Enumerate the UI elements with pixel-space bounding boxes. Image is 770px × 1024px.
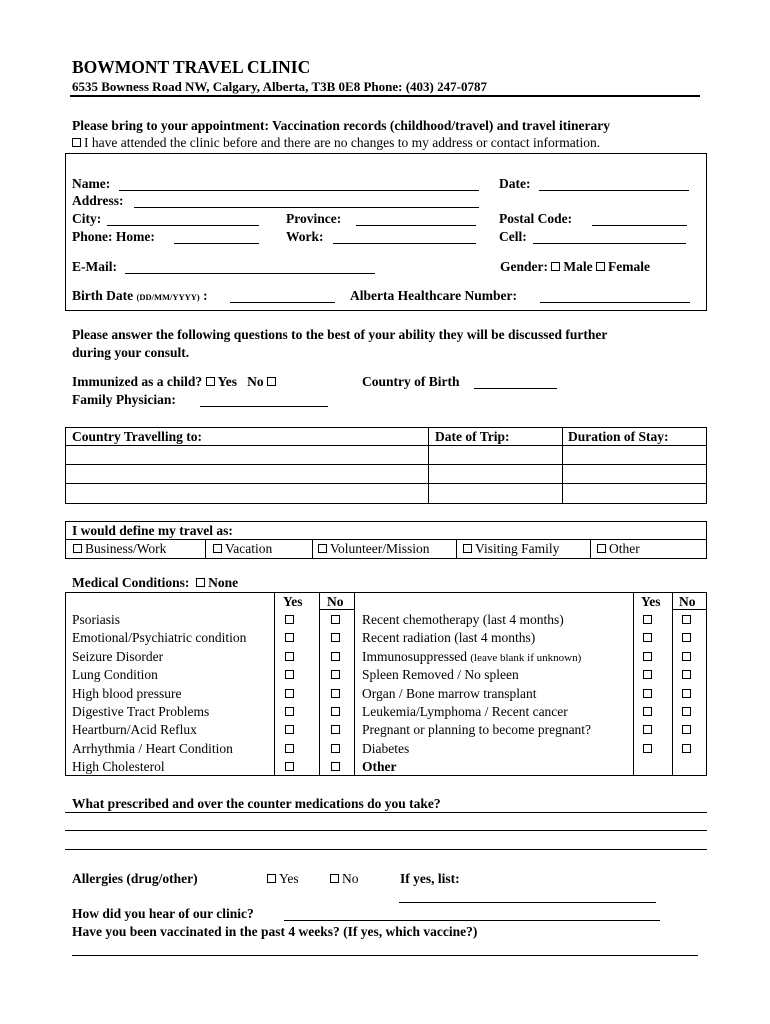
emotional-no-checkbox[interactable] xyxy=(331,633,340,642)
male-checkbox[interactable] xyxy=(551,262,560,271)
travel-row-1-country[interactable] xyxy=(65,445,429,465)
medical-heading-row xyxy=(72,575,238,591)
condition-pregnant: Pregnant or planning to become pregnant? xyxy=(362,722,592,737)
phone-home-field[interactable] xyxy=(174,243,259,244)
email-label: E-Mail: xyxy=(72,259,117,274)
attended-checkbox[interactable] xyxy=(72,138,81,147)
condition-radiation: Recent radiation (last 4 months) xyxy=(362,630,536,645)
questions-intro-2: during your consult. xyxy=(72,345,190,360)
medical-col-sep-3 xyxy=(354,592,355,776)
province-field[interactable] xyxy=(356,225,476,226)
leukemia-no-checkbox[interactable] xyxy=(682,707,691,716)
business-label: Business/Work xyxy=(85,541,167,556)
allergies-no-label: No xyxy=(342,871,359,886)
immunized-yes-label: Yes xyxy=(217,374,238,389)
date-of-trip-label: Date of Trip: xyxy=(435,429,510,444)
condition-psoriasis: Psoriasis xyxy=(72,612,121,627)
immunosuppressed-note: (leave blank if unknown) xyxy=(470,652,582,664)
radiation-no-checkbox[interactable] xyxy=(682,633,691,642)
cholesterol-no-checkbox[interactable] xyxy=(331,762,340,771)
visiting-family-label: Visiting Family xyxy=(475,541,560,556)
province-label: Province: xyxy=(286,211,342,226)
travel-type-sep-3 xyxy=(456,540,457,559)
cholesterol-yes-checkbox[interactable] xyxy=(285,762,294,771)
seizure-no-checkbox[interactable] xyxy=(331,652,340,661)
condition-other: Other xyxy=(362,759,397,774)
diabetes-no-checkbox[interactable] xyxy=(682,744,691,753)
country-travelling-label: Country Travelling to: xyxy=(72,429,202,444)
allergies-list-field[interactable] xyxy=(399,902,656,903)
birth-date-colon: : xyxy=(203,288,208,303)
travel-row-3-country[interactable] xyxy=(65,483,429,504)
allergies-label: Allergies (drug/other) xyxy=(72,871,198,886)
attended-label: I have attended the clinic before and there are no changes to my address or contact information. xyxy=(84,135,601,150)
medical-col-sep-2 xyxy=(319,592,320,776)
duration-of-stay-label: Duration of Stay: xyxy=(568,429,669,444)
name-field[interactable] xyxy=(119,190,479,191)
immunosuppressed-no-checkbox[interactable] xyxy=(682,652,691,661)
psoriasis-no-checkbox[interactable] xyxy=(331,615,340,624)
vacation-label: Vacation xyxy=(225,541,273,556)
travel-type-sep-4 xyxy=(590,540,591,559)
name-label: Name: xyxy=(72,176,111,191)
date-label: Date: xyxy=(499,176,531,191)
immunosuppressed-yes-checkbox[interactable] xyxy=(643,652,652,661)
blood-pressure-no-checkbox[interactable] xyxy=(331,689,340,698)
arrhythmia-yes-checkbox[interactable] xyxy=(285,744,294,753)
gender-label: Gender: xyxy=(500,259,548,274)
allergies-yes-label: Yes xyxy=(279,871,299,886)
travel-row-2-country[interactable] xyxy=(65,464,429,484)
travel-type-sep-1 xyxy=(205,540,206,559)
travel-row-2-date[interactable] xyxy=(428,464,563,484)
spleen-yes-checkbox[interactable] xyxy=(643,670,652,679)
clinic-name: BOWMONT TRAVEL CLINIC xyxy=(72,57,311,77)
other-checkbox[interactable] xyxy=(597,544,606,553)
city-field[interactable] xyxy=(107,225,259,226)
travel-row-1-date[interactable] xyxy=(428,445,563,465)
immunized-row xyxy=(72,374,279,390)
condition-leukemia: Leukemia/Lymphoma / Recent cancer xyxy=(362,704,568,719)
condition-blood-pressure: High blood pressure xyxy=(72,686,182,701)
country-of-birth-label: Country of Birth xyxy=(362,374,460,389)
address-field[interactable] xyxy=(134,207,479,208)
clinic-address: 6535 Bowness Road NW, Calgary, Alberta, T3B 0E8 Phone: (403) 247-0787 xyxy=(72,79,487,94)
hear-of-clinic-field[interactable] xyxy=(284,920,660,921)
condition-immunosuppressed: Immunosuppressed xyxy=(362,649,467,664)
medications-line-1[interactable] xyxy=(65,812,707,813)
heartburn-no-checkbox[interactable] xyxy=(331,725,340,734)
condition-heartburn: Heartburn/Acid Reflux xyxy=(72,722,197,737)
digestive-yes-checkbox[interactable] xyxy=(285,707,294,716)
condition-cholesterol: High Cholesterol xyxy=(72,759,165,774)
header-rule xyxy=(70,95,700,97)
family-physician-label: Family Physician: xyxy=(72,392,176,407)
volunteer-checkbox[interactable] xyxy=(318,544,327,553)
none-checkbox[interactable] xyxy=(196,578,205,587)
medications-line-3[interactable] xyxy=(65,849,707,850)
condition-diabetes: Diabetes xyxy=(362,741,410,756)
healthcare-label: Alberta Healthcare Number: xyxy=(350,288,517,303)
address-label: Address: xyxy=(72,193,124,208)
digestive-no-checkbox[interactable] xyxy=(331,707,340,716)
spleen-no-checkbox[interactable] xyxy=(682,670,691,679)
condition-emotional-psychiatric: Emotional/Psychiatric condition xyxy=(72,630,247,645)
work-field[interactable] xyxy=(333,243,476,244)
pregnant-yes-checkbox[interactable] xyxy=(643,725,652,734)
travel-row-3-duration[interactable] xyxy=(562,483,707,504)
male-label: Male xyxy=(563,259,593,274)
postal-code-field[interactable] xyxy=(592,225,687,226)
medical-col-sep-4 xyxy=(633,592,634,776)
chemotherapy-yes-checkbox[interactable] xyxy=(643,615,652,624)
radiation-yes-checkbox[interactable] xyxy=(643,633,652,642)
lung-no-checkbox[interactable] xyxy=(331,670,340,679)
medications-line-2[interactable] xyxy=(65,830,707,831)
work-label: Work: xyxy=(286,229,324,244)
business-checkbox[interactable] xyxy=(73,544,82,553)
family-physician-field[interactable] xyxy=(200,406,328,407)
medical-no-header-left: No xyxy=(327,594,344,609)
email-field[interactable] xyxy=(125,273,375,274)
transplant-yes-checkbox[interactable] xyxy=(643,689,652,698)
medical-yes-header-left: Yes xyxy=(283,594,303,609)
medical-col-sep-5 xyxy=(672,592,673,776)
questions-intro-1: Please answer the following questions to the best of your ability they will be discussed further xyxy=(72,327,608,342)
medical-col-sep-1 xyxy=(274,592,275,776)
psoriasis-yes-checkbox[interactable] xyxy=(285,615,294,624)
condition-lung: Lung Condition xyxy=(72,667,158,682)
allergies-yes-option[interactable] xyxy=(267,871,299,887)
travel-option-business[interactable] xyxy=(73,541,166,557)
travel-type-sep-2 xyxy=(312,540,313,559)
phone-home-label: Phone: Home: xyxy=(72,229,155,244)
birth-date-row xyxy=(72,288,208,304)
emotional-yes-checkbox[interactable] xyxy=(285,633,294,642)
birth-date-format: (DD/MM/YYYY) xyxy=(136,292,200,302)
medical-heading: Medical Conditions: xyxy=(72,575,190,590)
allergies-yes-checkbox[interactable] xyxy=(267,874,276,883)
allergies-no-option[interactable] xyxy=(330,871,359,887)
travel-row-2-duration[interactable] xyxy=(562,464,707,484)
arrhythmia-no-checkbox[interactable] xyxy=(331,744,340,753)
immunized-label: Immunized as a child? xyxy=(72,374,203,389)
diabetes-yes-checkbox[interactable] xyxy=(643,744,652,753)
pregnant-no-checkbox[interactable] xyxy=(682,725,691,734)
travel-option-volunteer[interactable] xyxy=(318,541,430,557)
female-label: Female xyxy=(608,259,650,274)
condition-spleen: Spleen Removed / No spleen xyxy=(362,667,519,682)
condition-immunosuppressed-row xyxy=(362,648,581,667)
heartburn-yes-checkbox[interactable] xyxy=(285,725,294,734)
none-label: None xyxy=(208,575,239,590)
gender-row xyxy=(500,259,650,275)
leukemia-yes-checkbox[interactable] xyxy=(643,707,652,716)
travel-row-3-date[interactable] xyxy=(428,483,563,504)
immunized-yes-checkbox[interactable] xyxy=(206,377,215,386)
seizure-yes-checkbox[interactable] xyxy=(285,652,294,661)
vaccinated-field[interactable] xyxy=(72,955,698,956)
condition-chemotherapy: Recent chemotherapy (last 4 months) xyxy=(362,612,564,627)
travel-option-other[interactable] xyxy=(597,541,640,557)
allergies-no-checkbox[interactable] xyxy=(330,874,339,883)
cell-label: Cell: xyxy=(499,229,527,244)
condition-arrhythmia: Arrhythmia / Heart Condition xyxy=(72,741,233,756)
cell-field[interactable] xyxy=(533,243,686,244)
birth-date-field[interactable] xyxy=(230,302,335,303)
healthcare-field[interactable] xyxy=(540,302,690,303)
allergies-if-yes-label: If yes, list: xyxy=(400,871,460,886)
volunteer-label: Volunteer/Mission xyxy=(330,541,430,556)
condition-digestive: Digestive Tract Problems xyxy=(72,704,210,719)
immunized-no-checkbox[interactable] xyxy=(267,377,276,386)
vaccinated-label: Have you been vaccinated in the past 4 weeks? (If yes, which vaccine?) xyxy=(72,924,478,939)
hear-of-clinic-label: How did you hear of our clinic? xyxy=(72,906,254,921)
travel-option-vacation[interactable] xyxy=(213,541,272,557)
immunized-no-label: No xyxy=(247,374,264,389)
city-label: City: xyxy=(72,211,102,226)
medical-yes-header-right: Yes xyxy=(641,594,661,609)
postal-code-label: Postal Code: xyxy=(499,211,573,226)
medical-no-header-right: No xyxy=(679,594,696,609)
lung-yes-checkbox[interactable] xyxy=(285,670,294,679)
chemotherapy-no-checkbox[interactable] xyxy=(682,615,691,624)
birth-date-label: Birth Date xyxy=(72,288,134,303)
transplant-no-checkbox[interactable] xyxy=(682,689,691,698)
attended-checkbox-row[interactable] xyxy=(72,135,600,151)
travel-option-visiting-family[interactable] xyxy=(463,541,559,557)
female-checkbox[interactable] xyxy=(596,262,605,271)
visiting-family-checkbox[interactable] xyxy=(463,544,472,553)
country-of-birth-field[interactable] xyxy=(474,388,557,389)
condition-seizure: Seizure Disorder xyxy=(72,649,164,664)
blood-pressure-yes-checkbox[interactable] xyxy=(285,689,294,698)
travel-type-divider xyxy=(65,539,707,540)
other-label: Other xyxy=(609,541,640,556)
vacation-checkbox[interactable] xyxy=(213,544,222,553)
travel-type-heading: I would define my travel as: xyxy=(72,523,233,538)
travel-row-1-duration[interactable] xyxy=(562,445,707,465)
date-field[interactable] xyxy=(539,190,689,191)
medications-question: What prescribed and over the counter medications do you take? xyxy=(72,796,441,811)
condition-transplant: Organ / Bone marrow transplant xyxy=(362,686,537,701)
bring-instructions: Please bring to your appointment: Vaccination records (childhood/travel) and travel itinerary xyxy=(72,118,610,133)
